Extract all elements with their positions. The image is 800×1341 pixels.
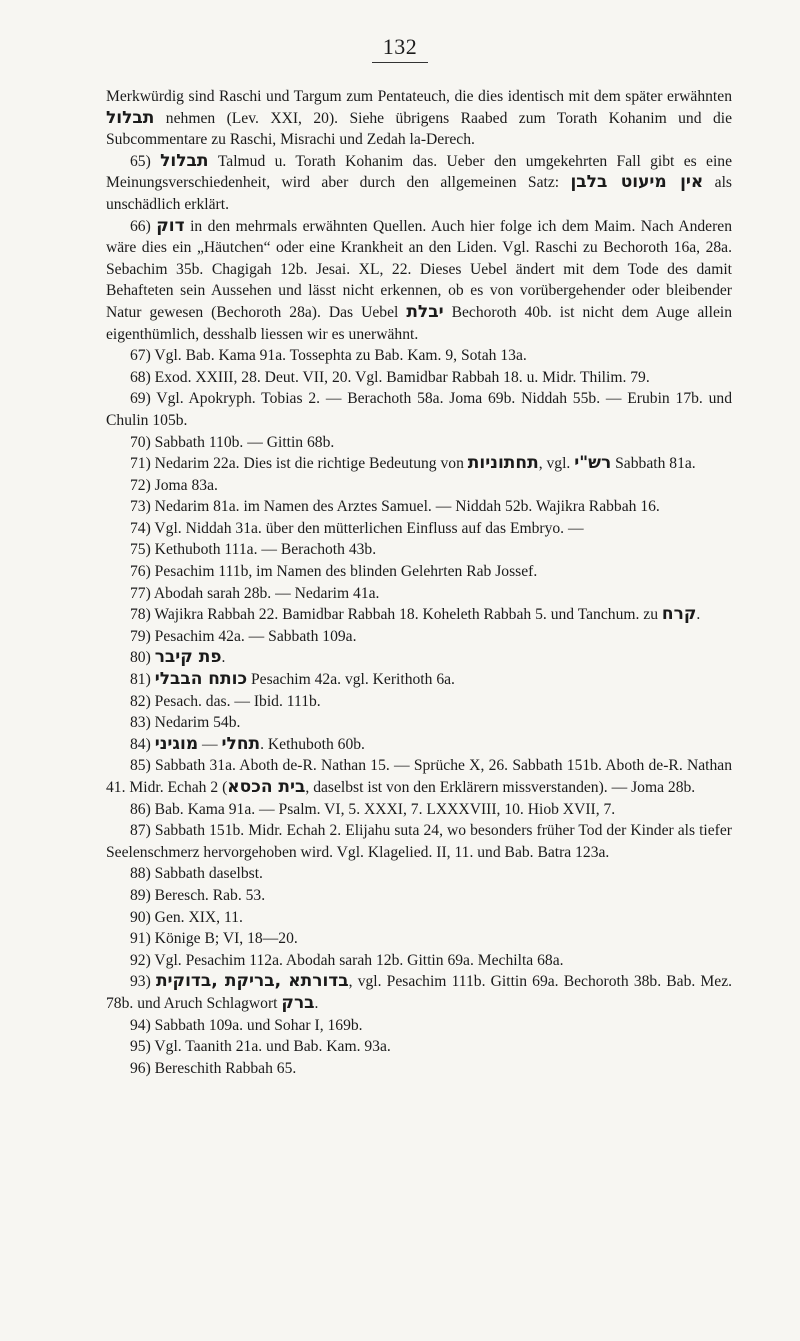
text-run: 96) Bereschith Rabbah 65. — [130, 1059, 297, 1077]
text-run: in den mehrmals erwähnten Quellen. Auch hier folge ich dem Maim. Nach Anderen wäre dies ein „Häutchen“ oder eine Krankheit an den Liden. Vgl. Raschi zu Bechoroth 16a, 28a. Sebachim 35b. Chagigah 12b. Jesai. XL, 22. Dieses Uebel ändert mit dem Tode des damit Behafteten sein Aussehen und lässt nicht erkennen, ob es von vorübergehender oder bleibender Natur gewesen (Bechoroth 28a). Das Uebel — [106, 217, 732, 321]
footnote — [106, 1036, 732, 1058]
text-run: 75) Kethuboth 111a. — Berachoth 43b. — [130, 541, 377, 559]
footnote — [106, 669, 732, 691]
intro-paragraph — [106, 86, 732, 151]
text-run: 81) — [130, 671, 155, 689]
hebrew-term: ברק — [281, 992, 315, 1013]
text-run: 77) Abodah sarah 28b. — Nedarim 41a. — [130, 584, 380, 602]
footnote — [106, 907, 732, 929]
page-number-rule — [372, 62, 428, 63]
footnote — [106, 799, 732, 821]
text-run: 93) — [130, 973, 156, 991]
text-run: . — [696, 606, 701, 624]
footnote — [106, 691, 732, 713]
footnote — [106, 518, 732, 540]
footnote — [106, 928, 732, 950]
footnote — [106, 1015, 732, 1037]
text-run: 85) Sabbath 31a. Aboth de-R. Nathan 15. — Sprüche X, 26. Sabbath 151b. Aboth de-R. Nathan 41. Midr. Echah 2 ( — [106, 757, 732, 796]
footnote — [106, 604, 732, 626]
text-run: 68) Exod. XXIII, 28. Deut. VII, 20. Vgl. Bamidbar Rabbah 18. u. Midr. Thilim. 79. — [130, 368, 650, 386]
text-run: 79) Pesachim 42a. — Sabbath 109a. — [130, 627, 357, 645]
text-run: Bechoroth 40b. ist nicht dem Auge allein eigenthümlich, desshalb liessen wir es unerwähnt. — [106, 303, 732, 343]
text-run: als unschädlich erklärt. — [106, 174, 732, 213]
page-number: 132 — [382, 34, 418, 59]
footnote — [106, 432, 732, 454]
text-run: 69) Vgl. Apokryph. Tobias 2. — Berachoth 58a. Joma 69b. Niddah 55b. — Erubin 17b. und Chulin 105b. — [106, 390, 732, 429]
text-run: 92) Vgl. Pesachim 112a. Abodah sarah 12b. Gittin 69a. Mechilta 68a. — [130, 951, 564, 969]
text-run: 95) Vgl. Taanith 21a. und Bab. Kam. 93a. — [130, 1038, 391, 1056]
footnote — [106, 1058, 732, 1080]
footnote — [106, 647, 732, 669]
footnote — [106, 712, 732, 734]
text-run: Pesachim 42a. vgl. Kerithoth 6a. — [247, 671, 455, 689]
footnote — [106, 734, 732, 756]
hebrew-term: יבלת — [406, 301, 444, 322]
text-run: 84) — [130, 735, 155, 753]
footnote — [106, 820, 732, 863]
footnote — [106, 755, 732, 798]
hebrew-term: תחתוניות — [467, 453, 539, 474]
text-run: 72) Joma 83a. — [130, 476, 218, 494]
hebrew-term: רש"י — [574, 453, 612, 474]
text-run: . — [221, 649, 226, 667]
footnote — [106, 388, 732, 431]
text-run: Sabbath 81a. — [611, 455, 696, 473]
text-run: 90) Gen. XIX, 11. — [130, 908, 243, 926]
text-run: 76) Pesachim 111b, im Namen des blinden Gelehrten Rab Jossef. — [130, 563, 538, 581]
footnote — [106, 151, 732, 216]
text-run: 91) Könige B; VI, 18—20. — [130, 930, 298, 948]
text-run: . Kethuboth 60b. — [260, 735, 365, 753]
text-run: 66) — [130, 217, 157, 235]
text-run: , daselbst ist von den Erklärern missverstanden). — Joma 28b. — [305, 779, 696, 796]
text-run: nehmen (Lev. XXI, 20). Siehe übrigens Raabed zum Torath Kohanim und die Subcommentare zu Raschi, Misrachi und Zedah la-Derech. — [106, 109, 732, 149]
footnote — [106, 496, 732, 518]
text-run: 71) Nedarim 22a. Dies ist die richtige Bedeutung von — [130, 455, 468, 473]
footnote — [106, 216, 732, 346]
hebrew-term: בדורתא ,בריקת ,בדוקית — [155, 971, 349, 992]
text-run: 88) Sabbath daselbst. — [130, 865, 263, 883]
hebrew-term: אין מיעוט בלבן — [570, 172, 704, 193]
text-run: 78) Wajikra Rabbah 22. Bamidbar Rabbah 18. Koheleth Rabbah 5. und Tanchum. zu — [130, 606, 662, 624]
hebrew-term: בית הכסא — [227, 777, 306, 797]
hebrew-term: דוק — [156, 215, 185, 236]
footnote — [106, 539, 732, 561]
hebrew-term: פת קיבר — [154, 647, 222, 668]
text-run: , vgl. — [538, 455, 575, 473]
footnote — [106, 971, 732, 1014]
text-run: 82) Pesach. das. — Ibid. 111b. — [130, 692, 321, 710]
text-run: 83) Nedarim 54b. — [130, 714, 241, 732]
footnote — [106, 345, 732, 367]
footnote — [106, 626, 732, 648]
text-run: 89) Beresch. Rab. 53. — [130, 886, 266, 904]
footnote — [106, 453, 732, 475]
hebrew-term: תבלול — [106, 107, 155, 128]
footnotes-body — [106, 86, 732, 1079]
text-run: . — [314, 994, 319, 1012]
hebrew-term: תבלול — [160, 150, 209, 171]
hebrew-term: מוגיני — [154, 733, 199, 754]
text-run: 87) Sabbath 151b. Midr. Echah 2. Elijahu suta 24, wo besonders früher Tod der Kinder als tiefer Seelenschmerz hervorgehoben wird. Vgl. Klagelied. II, 11. und Bab. Batra 123a. — [106, 822, 732, 861]
footnote — [106, 561, 732, 583]
text-run: 94) Sabbath 109a. und Sohar I, 169b. — [130, 1016, 363, 1034]
text-run: 70) Sabbath 110b. — Gittin 68b. — [130, 433, 335, 451]
footnote-list — [106, 151, 732, 1080]
text-run: 86) Bab. Kama 91a. — Psalm. VI, 5. XXXI, 7. LXXXVIII, 10. Hiob XVII, 7. — [130, 800, 616, 818]
footnote — [106, 885, 732, 907]
text-run: Merkwürdig sind Raschi und Targum zum Pentateuch, die dies identisch mit dem später erwähnten — [106, 88, 732, 105]
text-run: 80) — [130, 649, 155, 667]
text-run: 67) Vgl. Bab. Kama 91a. Tossephta zu Bab. Kam. 9, Sotah 13a. — [130, 347, 527, 365]
hebrew-term: תחלי — [221, 733, 261, 754]
text-run: 65) — [130, 152, 161, 170]
footnote — [106, 863, 732, 885]
text-run: Talmud u. Torath Kohanim das. Ueber den umgekehrten Fall gibt es eine Meinungsverschiedenheit, wird aber durch den allgemeinen Satz: — [106, 152, 733, 192]
text-run: 73) Nedarim 81a. im Namen des Arztes Samuel. — Niddah 52b. Wajikra Rabbah 16. — [130, 498, 660, 516]
footnote — [106, 475, 732, 497]
footnote — [106, 367, 732, 389]
hebrew-term: כותח הבבלי — [154, 669, 248, 690]
text-run: — — [198, 735, 222, 753]
text-run: , vgl. Pesachim 111b. Gittin 69a. Bechoroth 38b. Bab. Mez. 78b. und Aruch Schlagwort — [106, 973, 733, 1012]
footnote — [106, 583, 732, 605]
hebrew-term: קרח — [661, 604, 697, 625]
text-run: 74) Vgl. Niddah 31a. über den mütterlichen Einfluss auf das Embryo. — — [130, 519, 584, 537]
footnote — [106, 950, 732, 972]
